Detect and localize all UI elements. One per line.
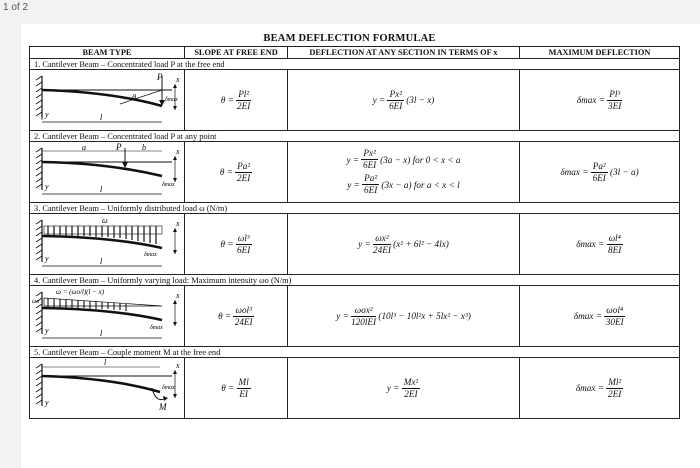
case-3-y-label: y <box>45 254 49 263</box>
case-5-caption: 5. Cantilever Beam – Couple moment M at the free end <box>30 347 680 358</box>
max-lhs: δmax = <box>573 311 602 321</box>
case-1-row <box>30 70 680 131</box>
deflection-lhs: y = <box>372 95 386 105</box>
header-slope: SLOPE AT FREE END <box>185 47 288 59</box>
case-5-slope <box>185 358 288 419</box>
case-1-angle-label: θ <box>132 93 136 102</box>
case-3-x-label: x <box>176 219 180 228</box>
case-5-delta-label: δmax <box>162 385 175 391</box>
case-2-slope <box>185 142 288 203</box>
max-fraction: $\frac{\text{Pl³}}{3EI}$ <box>608 88 622 111</box>
case-1-delta-label: δmax <box>165 97 178 103</box>
case-1-slope <box>185 70 288 131</box>
header-beam-type: BEAM TYPE <box>30 47 185 59</box>
case-3-slope <box>185 214 288 275</box>
slope-lhs: θ = <box>220 239 234 249</box>
case-4-l-label: l <box>100 329 103 338</box>
case-5-diagram <box>30 358 185 419</box>
document-page <box>21 24 700 468</box>
case-4-y-label: y <box>45 326 49 335</box>
case-4-slope <box>185 286 288 347</box>
deflection-fraction: $\frac{\text{ωox²}}{\text{120lEI}}$ <box>351 304 377 327</box>
page-indicator: 1 of 2 <box>3 2 29 13</box>
case-3-caption: 3. Cantilever Beam – Uniformly distributed load ω (N/m) <box>30 203 680 214</box>
deflection-fraction: $\frac{\text{ωx²}}{24EI}$ <box>373 232 391 255</box>
case-5-max <box>520 358 680 419</box>
deflection-tail: (10l³ − 10l²x + 5lx² − x³) <box>378 311 471 321</box>
case-4-deflection <box>288 286 520 347</box>
slope-lhs: θ = <box>218 311 232 321</box>
case-2-load-label: P <box>116 142 122 152</box>
case-2-a-label: a <box>82 143 86 152</box>
deflection-lhs: y = <box>358 239 371 249</box>
deflection-fraction: $\frac{\text{Px²}}{6EI}$ <box>389 88 403 111</box>
case-2-diagram <box>30 142 185 203</box>
case-3-l-label: l <box>100 257 103 266</box>
case-3-delta-label: δmax <box>144 252 157 258</box>
slope-fraction: $\frac{\text{ωl³}}{6EI}$ <box>237 232 251 255</box>
slope-lhs: θ = <box>220 95 234 105</box>
document-title: BEAM DEFLECTION FORMULAE <box>263 33 436 44</box>
case-2-delta-label: δmax <box>162 182 175 188</box>
case-1-diagram <box>30 70 185 131</box>
max-lhs: δmax = <box>575 383 604 393</box>
slope-lhs: θ = <box>221 383 235 393</box>
case-4-max <box>520 286 680 347</box>
header-max-deflection: MAXIMUM DEFLECTION <box>520 47 680 59</box>
case-4-diagram <box>30 286 185 347</box>
deflection-fraction: $\frac{\text{Mx²}}{2EI}$ <box>403 376 419 399</box>
case-2-x-label: x <box>176 147 180 156</box>
deflection-line-2: y = $\frac{\text{Pa²}}{6EI}$ (3x − a) for a < x < l <box>347 173 460 195</box>
case-4-row <box>30 286 680 347</box>
slope-fraction: $\frac{\text{Pa²}}{2EI}$ <box>237 160 251 183</box>
case-1-deflection <box>288 70 520 131</box>
max-fraction: $\frac{\text{Ml²}}{2EI}$ <box>608 376 622 399</box>
case-1-load-label: P <box>157 72 163 82</box>
max-fraction: $\frac{\text{ωol⁴}}{30EI}$ <box>605 304 624 327</box>
header-deflection: DEFLECTION AT ANY SECTION IN TERMS OF x <box>288 47 520 59</box>
case-5-l-label: l <box>104 358 107 367</box>
case-5-deflection <box>288 358 520 419</box>
case-2-l-label: l <box>100 185 103 194</box>
max-lhs: δmax = <box>560 167 589 177</box>
deflection-line-1: y = $\frac{\text{Px²}}{6EI}$ (3a − x) for 0 < x < a <box>346 148 461 170</box>
case-4-caption: 4. Cantilever Beam – Uniformly varying load: Maximum intensity ωo (N/m) <box>30 275 680 286</box>
case-1-max <box>520 70 680 131</box>
case-4-load-expr: ω = (ωo/l)(l − x) <box>56 288 105 296</box>
case-2-caption: 2. Cantilever Beam – Concentrated load P at any point <box>30 131 680 142</box>
max-lhs: δmax = <box>576 239 605 249</box>
case-3-deflection <box>288 214 520 275</box>
beam-formula-table <box>29 46 680 419</box>
case-5-row <box>30 358 680 419</box>
case-2-y-label: y <box>45 182 49 191</box>
case-3-max <box>520 214 680 275</box>
slope-fraction: $\frac{\text{ωol³}}{24EI}$ <box>234 304 253 327</box>
max-fraction: $\frac{\text{ωl⁴}}{8EI}$ <box>608 232 622 255</box>
case-3-diagram <box>30 214 185 275</box>
case-2-b-label: b <box>142 143 146 152</box>
deflection-lhs: y = <box>336 311 349 321</box>
case-5-y-label: y <box>45 398 49 407</box>
case-4-w0-label: ωo <box>32 299 40 305</box>
case-1-y-label: y <box>45 110 49 119</box>
case-2-max <box>520 142 680 203</box>
max-tail: (3l − a) <box>609 167 639 177</box>
case-2-deflection <box>288 142 520 203</box>
table-header-row <box>30 47 680 59</box>
slope-lhs: θ = <box>219 167 233 177</box>
case-2-row <box>30 142 680 203</box>
case-3-row <box>30 214 680 275</box>
slope-fraction: $\frac{\text{Pl²}}{2EI}$ <box>237 88 251 111</box>
deflection-tail: (3l − x) <box>406 95 435 105</box>
case-4-x-label: x <box>176 291 180 300</box>
case-5-x-label: x <box>176 361 180 370</box>
deflection-lhs: y = <box>386 383 400 393</box>
max-fraction: $\frac{\text{Pa²}}{6EI}$ <box>592 160 606 183</box>
case-5-moment-label: M <box>159 402 167 412</box>
case-3-w-label: ω <box>102 216 108 225</box>
case-1-caption: 1. Cantilever Beam – Concentrated load P at the free end <box>30 59 680 70</box>
deflection-tail: (x² + 6l² − 4lx) <box>393 239 449 249</box>
case-1-x-label: x <box>176 75 180 84</box>
case-1-l-label: l <box>100 113 103 122</box>
slope-fraction: $\frac{Ml}{EI}$ <box>238 376 249 399</box>
case-4-delta-label: δmax <box>150 325 163 331</box>
max-lhs: δmax = <box>576 95 605 105</box>
